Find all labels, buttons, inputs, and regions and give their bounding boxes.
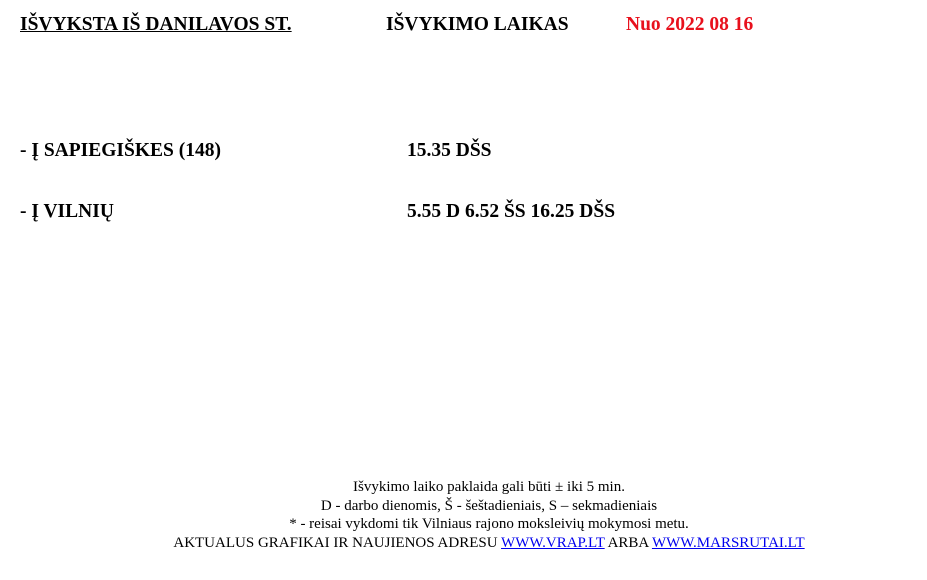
footer-legend-note: D - darbo dienomis, Š - šeštadieniais, S – sekmadieniais: [320, 497, 658, 514]
schedule-footer-notes: [0, 478, 927, 552]
valid-from-date: Nuo 2022 08 16: [626, 14, 754, 35]
route-row: [20, 140, 927, 166]
vrap-link[interactable]: WWW.VRAP.LT: [501, 534, 605, 551]
route-row: [20, 201, 927, 227]
route-destination: - Į VILNIŲ: [20, 201, 114, 222]
footer-links-prefix: AKTUALUS GRAFIKAI IR NAUJIENOS ADRESU: [173, 534, 498, 551]
footer-tolerance-note: Išvykimo laiko paklaida gali būti ± iki 5 min.: [353, 479, 625, 495]
route-destination: - Į SAPIEGIŠKES (148): [20, 140, 221, 161]
schedule-header: [20, 14, 927, 40]
stop-origin-title: IŠVYKSTA IŠ DANILAVOS ST.: [20, 14, 292, 35]
route-departure-times: 5.55 D 6.52 ŠS 16.25 DŠS: [407, 201, 616, 222]
footer-school-note: * - reisai vykdomi tik Vilniaus rajono moksleivių mokymosi metu.: [289, 516, 689, 532]
footer-links-line: [0, 534, 927, 553]
marsrutai-link[interactable]: WWW.MARSRUTAI.LT: [651, 534, 805, 551]
route-departure-times: 15.35 DŠS: [407, 140, 492, 161]
footer-links-or: ARBA: [607, 534, 649, 551]
departure-time-label: IŠVYKIMO LAIKAS: [386, 14, 569, 35]
